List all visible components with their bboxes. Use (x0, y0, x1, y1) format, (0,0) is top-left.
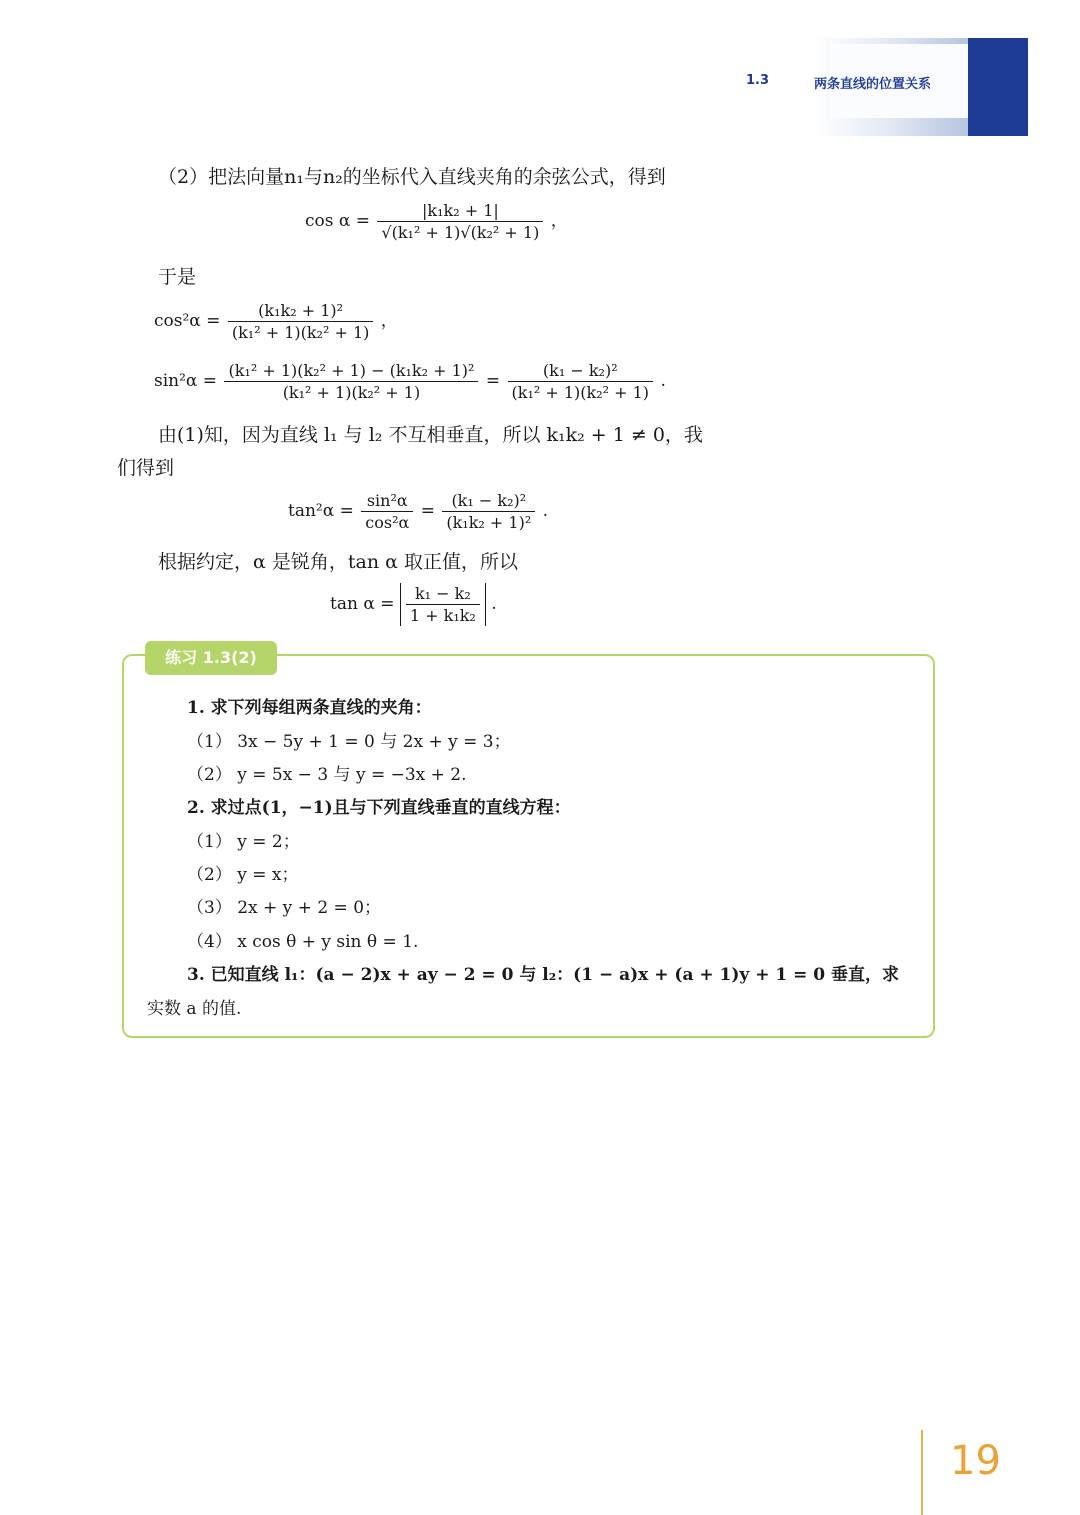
eq2-lhs: cos²α = (154, 311, 221, 331)
eq4-fraction-right (442, 490, 535, 533)
eq4-lhs: tan²α = (288, 501, 354, 521)
exercise-item-1-2: （2） y = 5x − 3 与 y = −3x + 2. (187, 765, 467, 785)
eq4-denominator-left: cos²α (365, 513, 410, 532)
eq1-tail: ， (550, 211, 568, 231)
section-title: 两条直线的位置关系 (814, 77, 932, 92)
exercise-item-2-2: （2） y = x； (187, 865, 299, 885)
exercise-item-3-continued: 实数 a 的值. (147, 999, 242, 1019)
eq5-denominator: 1 + k₁k₂ (409, 606, 476, 625)
paragraph-not-perpendicular: 由(1)知，因为直线 l₁ 与 l₂ 不互相垂直，所以 k₁k₂ + 1 ≠ 0，我 (158, 424, 703, 446)
exercise-item-3: 3. 已知直线 l₁：(a − 2)x + ay − 2 = 0 与 l₂：(1 − a)x + (a + 1)y + 1 = 0 垂直，求 (187, 965, 900, 985)
eq5-numerator: k₁ − k₂ (406, 583, 480, 605)
page-number-rule (921, 1430, 923, 1515)
eq4-equals: = (420, 501, 435, 521)
eq2-tail: ， (380, 311, 398, 331)
exercise-item-2-3: （3） 2x + y + 2 = 0； (187, 898, 382, 918)
equation-cos-squared (154, 300, 398, 343)
equation-sin-squared (154, 360, 666, 403)
eq1-numerator: |k₁k₂ + 1| (377, 200, 543, 222)
eq5-tail: . (491, 594, 497, 614)
paragraph-therefore: 于是 (158, 266, 197, 288)
paragraph-convention: 根据约定，α 是锐角，tan α 取正值，所以 (158, 551, 518, 573)
eq3-equals: = (485, 371, 501, 391)
eq3-fraction-right (508, 360, 654, 403)
eq3-denominator-left: (k₁² + 1)(k₂² + 1) (282, 383, 421, 402)
eq3-lhs: sin²α = (154, 371, 218, 391)
eq2-denominator: (k₁² + 1)(k₂² + 1) (231, 323, 370, 342)
eq5-lhs: tan α = (330, 594, 395, 614)
eq4-tail: . (542, 501, 549, 521)
exercise-item-1: 1. 求下列每组两条直线的夹角： (187, 698, 432, 718)
exercise-item-2-4: （4） x cos θ + y sin θ = 1. (187, 932, 419, 952)
eq3-numerator-right: (k₁ − k₂)² (508, 360, 654, 382)
exercise-item-2-1: （1） y = 2； (187, 832, 300, 852)
eq3-tail: . (660, 371, 666, 391)
eq1-fraction (377, 200, 543, 243)
eq3-fraction-left (224, 360, 478, 403)
eq4-denominator-right: (k₁k₂ + 1)² (446, 513, 532, 532)
eq5-absolute-value (400, 583, 486, 626)
paragraph-we-get: 们得到 (117, 457, 175, 479)
equation-cos-alpha (305, 200, 568, 243)
eq1-denominator: √(k₁² + 1)√(k₂² + 1) (381, 223, 540, 242)
eq4-fraction-left (361, 490, 413, 533)
eq4-numerator-right: (k₁ − k₂)² (442, 490, 535, 512)
eq2-fraction (228, 300, 374, 343)
eq4-numerator-left: sin²α (361, 490, 413, 512)
eq3-denominator-right: (k₁² + 1)(k₂² + 1) (511, 383, 650, 402)
eq1-lhs: cos α = (305, 211, 371, 231)
exercise-item-2: 2. 求过点(1，−1)且与下列直线垂直的直线方程： (187, 798, 571, 818)
eq3-numerator-left: (k₁² + 1)(k₂² + 1) − (k₁k₂ + 1)² (224, 360, 478, 382)
equation-tan-squared (288, 490, 548, 533)
equation-tan-alpha (330, 583, 497, 626)
page-number: 19 (950, 1438, 1001, 1484)
exercise-tag: 练习 1.3(2) (145, 641, 277, 675)
eq2-numerator: (k₁k₂ + 1)² (228, 300, 374, 322)
section-number: 1.3 (746, 73, 770, 88)
exercise-item-1-1: （1） 3x − 5y + 1 = 0 与 2x + y = 3； (187, 732, 511, 752)
header-blue-tab (968, 38, 1028, 136)
eq5-fraction (406, 583, 480, 626)
paragraph-normal-vectors: （2）把法向量n₁与n₂的坐标代入直线夹角的余弦公式，得到 (158, 166, 666, 188)
